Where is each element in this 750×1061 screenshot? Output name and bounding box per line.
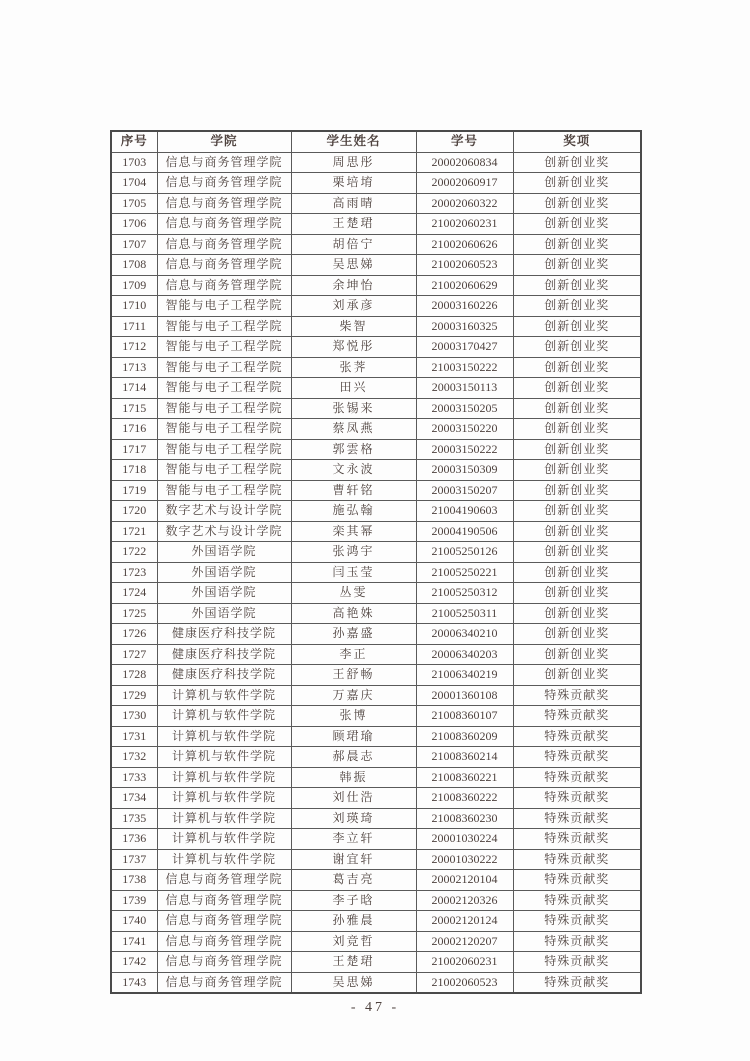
cell-index: 1707 — [111, 234, 157, 255]
cell-student-name: 王楚珺 — [291, 214, 416, 235]
student-award-table — [110, 130, 642, 994]
cell-index: 1725 — [111, 603, 157, 624]
cell-award: 创新创业奖 — [513, 193, 641, 214]
cell-index: 1730 — [111, 706, 157, 727]
cell-college: 智能与电子工程学院 — [157, 337, 291, 358]
cell-student-id: 20002060322 — [416, 193, 513, 214]
cell-college: 计算机与软件学院 — [157, 685, 291, 706]
cell-award: 创新创业奖 — [513, 234, 641, 255]
table-header-row — [111, 131, 641, 152]
cell-award: 创新创业奖 — [513, 275, 641, 296]
cell-student-id: 21008360222 — [416, 788, 513, 809]
table-row — [111, 665, 641, 686]
cell-index: 1737 — [111, 849, 157, 870]
cell-award: 创新创业奖 — [513, 665, 641, 686]
cell-index: 1726 — [111, 624, 157, 645]
cell-student-id: 21005250126 — [416, 542, 513, 563]
cell-student-name: 文永波 — [291, 460, 416, 481]
cell-college: 信息与商务管理学院 — [157, 952, 291, 973]
cell-college: 智能与电子工程学院 — [157, 316, 291, 337]
cell-student-name: 丛雯 — [291, 583, 416, 604]
cell-index: 1714 — [111, 378, 157, 399]
cell-student-name: 李立轩 — [291, 829, 416, 850]
cell-award: 创新创业奖 — [513, 501, 641, 522]
cell-student-id: 20003160226 — [416, 296, 513, 317]
cell-college: 计算机与软件学院 — [157, 829, 291, 850]
cell-index: 1705 — [111, 193, 157, 214]
cell-student-id: 21005250221 — [416, 562, 513, 583]
cell-college: 智能与电子工程学院 — [157, 378, 291, 399]
cell-award: 创新创业奖 — [513, 316, 641, 337]
cell-college: 数字艺术与设计学院 — [157, 501, 291, 522]
cell-college: 智能与电子工程学院 — [157, 439, 291, 460]
cell-award: 特殊贡献奖 — [513, 767, 641, 788]
cell-college: 外国语学院 — [157, 542, 291, 563]
cell-index: 1715 — [111, 398, 157, 419]
cell-student-name: 顾珺瑜 — [291, 726, 416, 747]
cell-student-id: 21008360107 — [416, 706, 513, 727]
cell-award: 创新创业奖 — [513, 378, 641, 399]
cell-student-id: 21002060523 — [416, 255, 513, 276]
cell-award: 创新创业奖 — [513, 603, 641, 624]
table-row — [111, 952, 641, 973]
cell-award: 创新创业奖 — [513, 562, 641, 583]
cell-college: 计算机与软件学院 — [157, 726, 291, 747]
cell-college: 信息与商务管理学院 — [157, 972, 291, 993]
cell-award: 特殊贡献奖 — [513, 747, 641, 768]
cell-student-name: 万嘉庆 — [291, 685, 416, 706]
table-row — [111, 726, 641, 747]
cell-college: 数字艺术与设计学院 — [157, 521, 291, 542]
cell-student-name: 柴智 — [291, 316, 416, 337]
cell-college: 信息与商务管理学院 — [157, 255, 291, 276]
cell-award: 特殊贡献奖 — [513, 808, 641, 829]
cell-student-name: 刘瑛琦 — [291, 808, 416, 829]
cell-award: 创新创业奖 — [513, 542, 641, 563]
table-row — [111, 911, 641, 932]
cell-student-id: 20002060917 — [416, 173, 513, 194]
cell-college: 信息与商务管理学院 — [157, 234, 291, 255]
cell-student-name: 张博 — [291, 706, 416, 727]
cell-index: 1722 — [111, 542, 157, 563]
cell-student-id: 20006340203 — [416, 644, 513, 665]
cell-index: 1708 — [111, 255, 157, 276]
cell-index: 1724 — [111, 583, 157, 604]
cell-index: 1733 — [111, 767, 157, 788]
cell-index: 1743 — [111, 972, 157, 993]
cell-student-name: 栾其幂 — [291, 521, 416, 542]
table-row — [111, 234, 641, 255]
cell-student-id: 21002060523 — [416, 972, 513, 993]
cell-award: 创新创业奖 — [513, 357, 641, 378]
cell-index: 1732 — [111, 747, 157, 768]
table-row — [111, 767, 641, 788]
cell-student-name: 周思彤 — [291, 152, 416, 173]
table-body — [111, 152, 641, 993]
cell-student-name: 施弘翰 — [291, 501, 416, 522]
cell-index: 1721 — [111, 521, 157, 542]
cell-student-id: 20003150309 — [416, 460, 513, 481]
cell-award: 特殊贡献奖 — [513, 849, 641, 870]
cell-index: 1716 — [111, 419, 157, 440]
cell-student-id: 20002120326 — [416, 890, 513, 911]
cell-award: 特殊贡献奖 — [513, 685, 641, 706]
cell-award: 创新创业奖 — [513, 521, 641, 542]
cell-award: 创新创业奖 — [513, 583, 641, 604]
cell-student-name: 曹轩铭 — [291, 480, 416, 501]
table-row — [111, 542, 641, 563]
cell-student-id: 21008360221 — [416, 767, 513, 788]
cell-student-name: 高雨晴 — [291, 193, 416, 214]
table-row — [111, 788, 641, 809]
cell-student-name: 刘竞哲 — [291, 931, 416, 952]
cell-student-id: 21003150222 — [416, 357, 513, 378]
cell-student-id: 20002120124 — [416, 911, 513, 932]
cell-student-name: 蔡凤燕 — [291, 419, 416, 440]
cell-student-id: 21008360209 — [416, 726, 513, 747]
table-row — [111, 808, 641, 829]
table-row — [111, 378, 641, 399]
cell-index: 1713 — [111, 357, 157, 378]
cell-award: 创新创业奖 — [513, 398, 641, 419]
cell-index: 1738 — [111, 870, 157, 891]
cell-student-name: 闫玉莹 — [291, 562, 416, 583]
table-row — [111, 829, 641, 850]
cell-student-name: 吴思娣 — [291, 972, 416, 993]
cell-student-name: 田兴 — [291, 378, 416, 399]
cell-college: 信息与商务管理学院 — [157, 214, 291, 235]
cell-student-name: 刘承彦 — [291, 296, 416, 317]
cell-college: 智能与电子工程学院 — [157, 460, 291, 481]
cell-student-name: 葛吉亮 — [291, 870, 416, 891]
cell-student-name: 谢宜轩 — [291, 849, 416, 870]
table-row — [111, 214, 641, 235]
cell-index: 1703 — [111, 152, 157, 173]
cell-student-id: 21008360230 — [416, 808, 513, 829]
cell-index: 1740 — [111, 911, 157, 932]
cell-student-name: 胡倍宁 — [291, 234, 416, 255]
cell-college: 智能与电子工程学院 — [157, 398, 291, 419]
cell-index: 1719 — [111, 480, 157, 501]
table-header — [111, 131, 641, 152]
table-row — [111, 521, 641, 542]
table-row — [111, 296, 641, 317]
cell-college: 健康医疗科技学院 — [157, 665, 291, 686]
header-college: 学院 — [157, 131, 291, 152]
cell-college: 外国语学院 — [157, 583, 291, 604]
cell-award: 创新创业奖 — [513, 439, 641, 460]
cell-student-id: 21002060629 — [416, 275, 513, 296]
cell-index: 1723 — [111, 562, 157, 583]
cell-student-id: 21002060626 — [416, 234, 513, 255]
table-row — [111, 747, 641, 768]
cell-award: 特殊贡献奖 — [513, 788, 641, 809]
cell-student-id: 21008360214 — [416, 747, 513, 768]
cell-student-id: 21005250311 — [416, 603, 513, 624]
header-student-id: 学号 — [416, 131, 513, 152]
table-row — [111, 603, 641, 624]
cell-award: 特殊贡献奖 — [513, 952, 641, 973]
cell-student-name: 郭雲格 — [291, 439, 416, 460]
cell-college: 计算机与软件学院 — [157, 706, 291, 727]
cell-student-id: 21002060231 — [416, 952, 513, 973]
cell-college: 信息与商务管理学院 — [157, 911, 291, 932]
cell-award: 特殊贡献奖 — [513, 972, 641, 993]
cell-student-id: 20002120104 — [416, 870, 513, 891]
cell-college: 计算机与软件学院 — [157, 767, 291, 788]
table-row — [111, 460, 641, 481]
cell-college: 信息与商务管理学院 — [157, 931, 291, 952]
table-row — [111, 419, 641, 440]
cell-award: 特殊贡献奖 — [513, 931, 641, 952]
cell-student-name: 栗培堉 — [291, 173, 416, 194]
cell-college: 计算机与软件学院 — [157, 849, 291, 870]
table-row — [111, 193, 641, 214]
cell-award: 创新创业奖 — [513, 337, 641, 358]
cell-student-id: 20003170427 — [416, 337, 513, 358]
cell-index: 1704 — [111, 173, 157, 194]
cell-index: 1717 — [111, 439, 157, 460]
cell-student-name: 王楚珺 — [291, 952, 416, 973]
table-row — [111, 357, 641, 378]
cell-student-id: 20004190506 — [416, 521, 513, 542]
cell-student-name: 吴思娣 — [291, 255, 416, 276]
cell-award: 创新创业奖 — [513, 644, 641, 665]
cell-index: 1734 — [111, 788, 157, 809]
cell-award: 创新创业奖 — [513, 152, 641, 173]
cell-index: 1718 — [111, 460, 157, 481]
cell-college: 健康医疗科技学院 — [157, 624, 291, 645]
table-row — [111, 439, 641, 460]
header-award: 奖项 — [513, 131, 641, 152]
cell-index: 1727 — [111, 644, 157, 665]
cell-award: 特殊贡献奖 — [513, 911, 641, 932]
table-row — [111, 255, 641, 276]
cell-student-name: 刘仕浩 — [291, 788, 416, 809]
cell-college: 智能与电子工程学院 — [157, 296, 291, 317]
cell-student-id: 21004190603 — [416, 501, 513, 522]
cell-student-id: 20006340210 — [416, 624, 513, 645]
cell-index: 1712 — [111, 337, 157, 358]
cell-college: 信息与商务管理学院 — [157, 173, 291, 194]
cell-award: 创新创业奖 — [513, 480, 641, 501]
cell-award: 特殊贡献奖 — [513, 706, 641, 727]
table-row — [111, 624, 641, 645]
table-row — [111, 480, 641, 501]
cell-college: 信息与商务管理学院 — [157, 275, 291, 296]
cell-student-id: 21002060231 — [416, 214, 513, 235]
table-row — [111, 173, 641, 194]
table-row — [111, 152, 641, 173]
cell-award: 特殊贡献奖 — [513, 726, 641, 747]
cell-student-id: 21005250312 — [416, 583, 513, 604]
table-row — [111, 890, 641, 911]
cell-student-id: 20003150113 — [416, 378, 513, 399]
cell-student-name: 李正 — [291, 644, 416, 665]
cell-student-id: 20003150207 — [416, 480, 513, 501]
cell-award: 创新创业奖 — [513, 460, 641, 481]
cell-student-name: 郑悦彤 — [291, 337, 416, 358]
cell-college: 智能与电子工程学院 — [157, 419, 291, 440]
table-row — [111, 501, 641, 522]
cell-college: 信息与商务管理学院 — [157, 870, 291, 891]
cell-award: 特殊贡献奖 — [513, 829, 641, 850]
table-row — [111, 870, 641, 891]
cell-award: 创新创业奖 — [513, 214, 641, 235]
cell-index: 1739 — [111, 890, 157, 911]
cell-index: 1729 — [111, 685, 157, 706]
cell-award: 创新创业奖 — [513, 296, 641, 317]
table-row — [111, 972, 641, 993]
cell-award: 创新创业奖 — [513, 255, 641, 276]
header-index: 序号 — [111, 131, 157, 152]
cell-index: 1710 — [111, 296, 157, 317]
cell-student-id: 20002120207 — [416, 931, 513, 952]
cell-student-name: 高艳姝 — [291, 603, 416, 624]
cell-index: 1711 — [111, 316, 157, 337]
cell-college: 智能与电子工程学院 — [157, 480, 291, 501]
cell-student-name: 孙雅晨 — [291, 911, 416, 932]
cell-index: 1709 — [111, 275, 157, 296]
cell-student-id: 20001030222 — [416, 849, 513, 870]
cell-student-name: 余坤怡 — [291, 275, 416, 296]
cell-student-name: 孙嘉盛 — [291, 624, 416, 645]
cell-student-name: 张荠 — [291, 357, 416, 378]
cell-student-id: 20002060834 — [416, 152, 513, 173]
cell-student-name: 韩振 — [291, 767, 416, 788]
cell-college: 外国语学院 — [157, 603, 291, 624]
cell-index: 1742 — [111, 952, 157, 973]
table-row — [111, 583, 641, 604]
cell-student-id: 20003150205 — [416, 398, 513, 419]
cell-award: 特殊贡献奖 — [513, 890, 641, 911]
cell-college: 信息与商务管理学院 — [157, 152, 291, 173]
table-row — [111, 316, 641, 337]
cell-index: 1720 — [111, 501, 157, 522]
cell-student-name: 郝晨志 — [291, 747, 416, 768]
cell-student-id: 21006340219 — [416, 665, 513, 686]
cell-award: 创新创业奖 — [513, 624, 641, 645]
cell-index: 1736 — [111, 829, 157, 850]
table-row — [111, 398, 641, 419]
cell-student-id: 20003160325 — [416, 316, 513, 337]
table-row — [111, 562, 641, 583]
cell-student-name: 王舒畅 — [291, 665, 416, 686]
cell-student-id: 20003150220 — [416, 419, 513, 440]
cell-student-name: 张锡来 — [291, 398, 416, 419]
table-row — [111, 849, 641, 870]
cell-college: 计算机与软件学院 — [157, 788, 291, 809]
cell-college: 计算机与软件学院 — [157, 808, 291, 829]
cell-college: 计算机与软件学院 — [157, 747, 291, 768]
cell-college: 外国语学院 — [157, 562, 291, 583]
cell-index: 1735 — [111, 808, 157, 829]
cell-award: 创新创业奖 — [513, 419, 641, 440]
table-row — [111, 931, 641, 952]
cell-award: 特殊贡献奖 — [513, 870, 641, 891]
table-row — [111, 706, 641, 727]
cell-index: 1728 — [111, 665, 157, 686]
cell-student-name: 张鸿宇 — [291, 542, 416, 563]
cell-student-id: 20001030224 — [416, 829, 513, 850]
header-student-name: 学生姓名 — [291, 131, 416, 152]
table-row — [111, 685, 641, 706]
table-row — [111, 275, 641, 296]
page-number: - 47 - — [350, 1000, 400, 1015]
cell-college: 智能与电子工程学院 — [157, 357, 291, 378]
table-row — [111, 337, 641, 358]
table-row — [111, 644, 641, 665]
cell-index: 1706 — [111, 214, 157, 235]
cell-student-id: 20003150222 — [416, 439, 513, 460]
cell-college: 健康医疗科技学院 — [157, 644, 291, 665]
cell-award: 创新创业奖 — [513, 173, 641, 194]
cell-index: 1731 — [111, 726, 157, 747]
cell-index: 1741 — [111, 931, 157, 952]
cell-student-name: 李子晗 — [291, 890, 416, 911]
cell-student-id: 20001360108 — [416, 685, 513, 706]
cell-college: 信息与商务管理学院 — [157, 193, 291, 214]
cell-college: 信息与商务管理学院 — [157, 890, 291, 911]
